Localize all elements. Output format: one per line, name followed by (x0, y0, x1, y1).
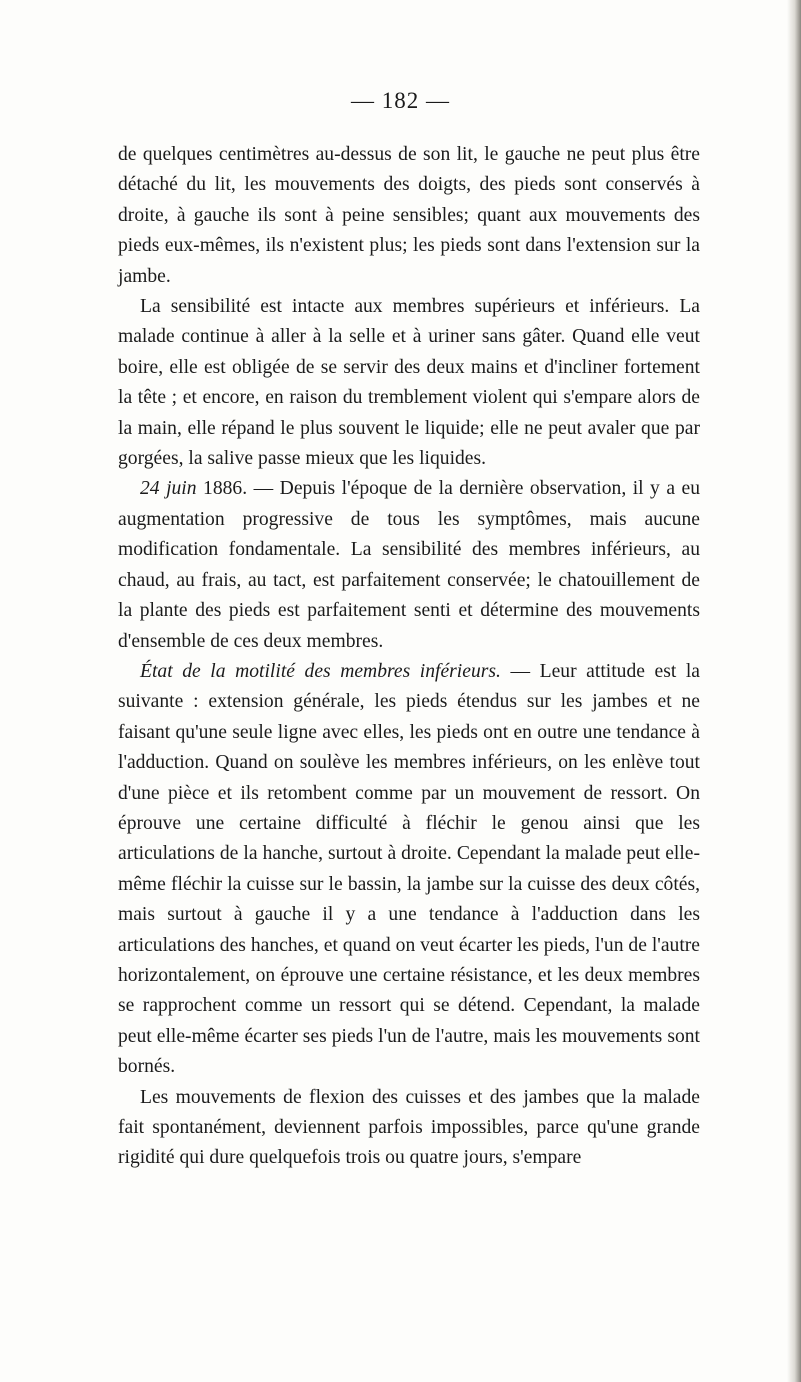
paragraph-4 (118, 657, 700, 1083)
page-number: — 182 — (351, 88, 450, 113)
paragraph-5-text: Les mouvements de flexion des cuisses et des jambes que la malade fait spontanément, deviennent parfois impossibles, parce qu'une grande rigidité qui dure quelquefois trois ou quatre jours, s'empare (118, 1086, 700, 1169)
body-text (118, 140, 700, 1174)
paragraph-5 (118, 1083, 700, 1174)
paragraph-4-heading: État de la motilité des membres inférieurs. (140, 660, 501, 682)
paragraph-1 (118, 140, 700, 292)
paragraph-1-text: de quelques centimètres au-dessus de son lit, le gauche ne peut plus être détaché du lit, les mouvements des doigts, des pieds sont conservés à droite, à gauche ils sont à peine sensibles; quant aux mouvements des pieds eux-mêmes, ils n'existent plus; les pieds sont dans l'extension sur la jambe. (118, 144, 700, 287)
paragraph-4-text: — Leur attitude est la suivante : extension générale, les pieds étendus sur les jambes et ne faisant qu'une seule ligne avec elles, les pieds ont en outre une tendance à l'adduction. Quand on soulève les membres inférieurs, on les enlève tout d'une pièce et ils retombent comme par un mouvement de ressort. On éprouve une certaine difficulté à fléchir le genou ainsi que les articulations de la hanche, surtout à droite. Cependant la malade peut elle-même fléchir la cuisse sur le bassin, la jambe sur la cuisse des deux côtés, mais surtout à gauche il y a une tendance à l'adduction dans les articulations des hanches, et quand on veut écarter les pieds, l'un de l'autre horizontalement, on éprouve une certaine résistance, et les deux membres se rapprochent comme un ressort qui se détend. Cependant, la malade peut elle-même écarter ses pieds l'un de l'autre, mais les mouvements sont bornés. (118, 660, 700, 1078)
paragraph-3-text: 1886. — Depuis l'époque de la dernière observation, il y a eu augmentation progressive de tous les symptômes, mais aucune modification fondamentale. La sensibilité des membres inférieurs, au chaud, au frais, au tact, est parfaitement conservée; le chatouillement de la plante des pieds est parfaitement senti et détermine des mouvements d'ensemble de ces deux membres. (118, 478, 700, 652)
page-edge-shadow (787, 0, 801, 1382)
paragraph-2-text: La sensibilité est intacte aux membres supérieurs et inférieurs. La malade continue à aller à la selle et à uriner sans gâter. Quand elle veut boire, elle est obligée de se servir des deux mains et d'incliner fortement la tête ; et encore, en raison du tremblement violent qui s'empare alors de la main, elle répand le plus souvent le liquide; elle ne peut avaler que par gorgées, la salive passe mieux que les liquides. (118, 296, 700, 470)
paragraph-3-date: 24 juin (140, 478, 197, 500)
paragraph-2 (118, 292, 700, 474)
paragraph-3 (118, 474, 700, 656)
